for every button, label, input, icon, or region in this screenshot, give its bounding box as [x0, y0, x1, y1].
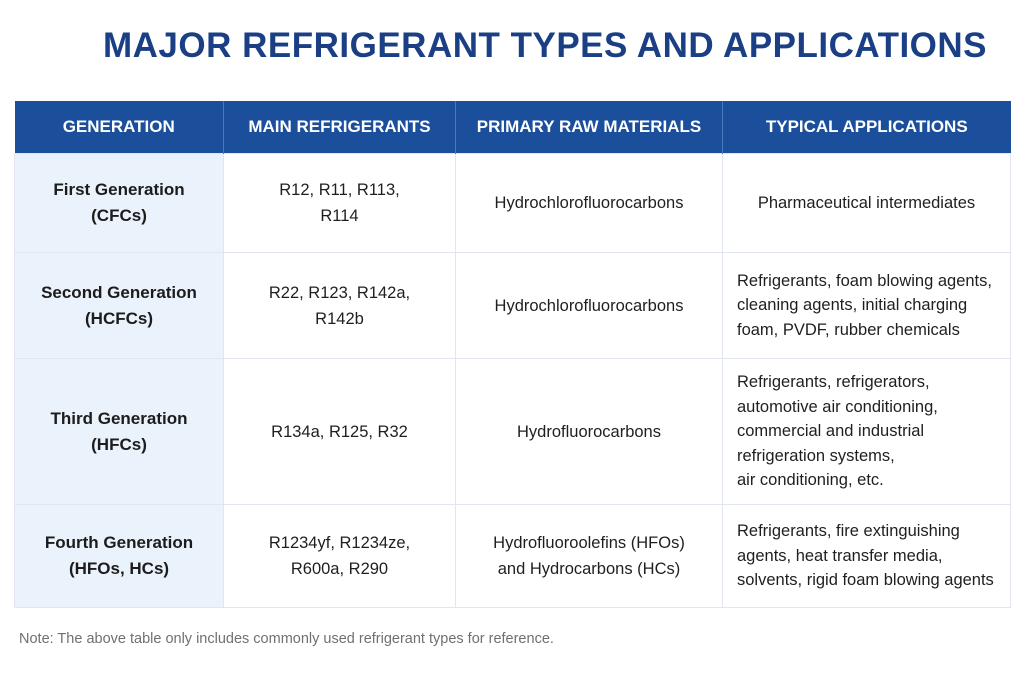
- generation-text: Third Generation (HFCs): [50, 408, 188, 454]
- refrigerants-cell: [224, 359, 456, 505]
- generation-text: First Generation (CFCs): [53, 180, 185, 225]
- table-row: [15, 359, 1011, 505]
- table-row: [15, 253, 1011, 359]
- applications-text: Refrigerants, fire extinguishing agents, heat transfer media, solvents, rigid foam blowing agents: [737, 522, 994, 590]
- generation-cell: [15, 253, 224, 359]
- footnote: Note: The above table only includes commonly used refrigerant types for reference.: [19, 631, 554, 647]
- materials-text: Hydrofluorocarbons: [517, 422, 661, 441]
- column-header-generation: GENERATION: [15, 101, 224, 154]
- materials-cell: [456, 253, 723, 359]
- generation-cell: [15, 505, 224, 608]
- generation-text: Fourth Generation (HFOs, HCs): [44, 533, 194, 578]
- applications-cell: [723, 359, 1011, 505]
- refrigerants-text: R134a, R125, R32: [271, 422, 408, 441]
- generation-cell: [15, 359, 224, 505]
- materials-text: Hydrochlorofluorocarbons: [494, 194, 684, 212]
- applications-text: Pharmaceutical intermediates: [757, 194, 976, 212]
- column-header-primary-raw-materials: PRIMARY RAW MATERIALS: [456, 101, 723, 154]
- materials-cell: [456, 359, 723, 505]
- page-title: MAJOR REFRIGERANT TYPES AND APPLICATIONS: [102, 26, 988, 65]
- refrigerants-cell: [224, 154, 456, 253]
- refrigerants-text: R12, R11, R113, R114: [279, 181, 400, 225]
- table-header-row: [15, 101, 1011, 154]
- column-header-typical-applications: TYPICAL APPLICATIONS: [723, 101, 1011, 154]
- generation-cell: [15, 154, 224, 253]
- applications-text: Refrigerants, foam blowing agents, cleaning agents, initial charging foam, PVDF, rubber chemicals: [737, 271, 992, 339]
- materials-cell: [456, 154, 723, 253]
- materials-cell: [456, 505, 723, 608]
- table-row: [15, 154, 1011, 253]
- refrigerants-text: R1234yf, R1234ze, R600a, R290: [268, 534, 411, 578]
- refrigerants-text: R22, R123, R142a, R142b: [268, 283, 411, 328]
- applications-text: Refrigerants, refrigerators, automotive air conditioning, commercial and industrial refrigeration systems, air conditioning, etc.: [737, 373, 938, 490]
- column-header-main-refrigerants: MAIN REFRIGERANTS: [224, 101, 456, 154]
- applications-cell: [723, 505, 1011, 608]
- applications-cell: [723, 253, 1011, 359]
- generation-text: Second Generation (HCFCs): [41, 282, 197, 328]
- applications-cell: [723, 154, 1011, 253]
- refrigerants-cell: [224, 505, 456, 608]
- materials-text: Hydrofluoroolefins (HFOs) and Hydrocarbons (HCs): [493, 534, 685, 578]
- refrigerants-cell: [224, 253, 456, 359]
- refrigerant-table: [14, 101, 1011, 608]
- table-row: [15, 505, 1011, 608]
- materials-text: Hydrochlorofluorocarbons: [494, 296, 684, 315]
